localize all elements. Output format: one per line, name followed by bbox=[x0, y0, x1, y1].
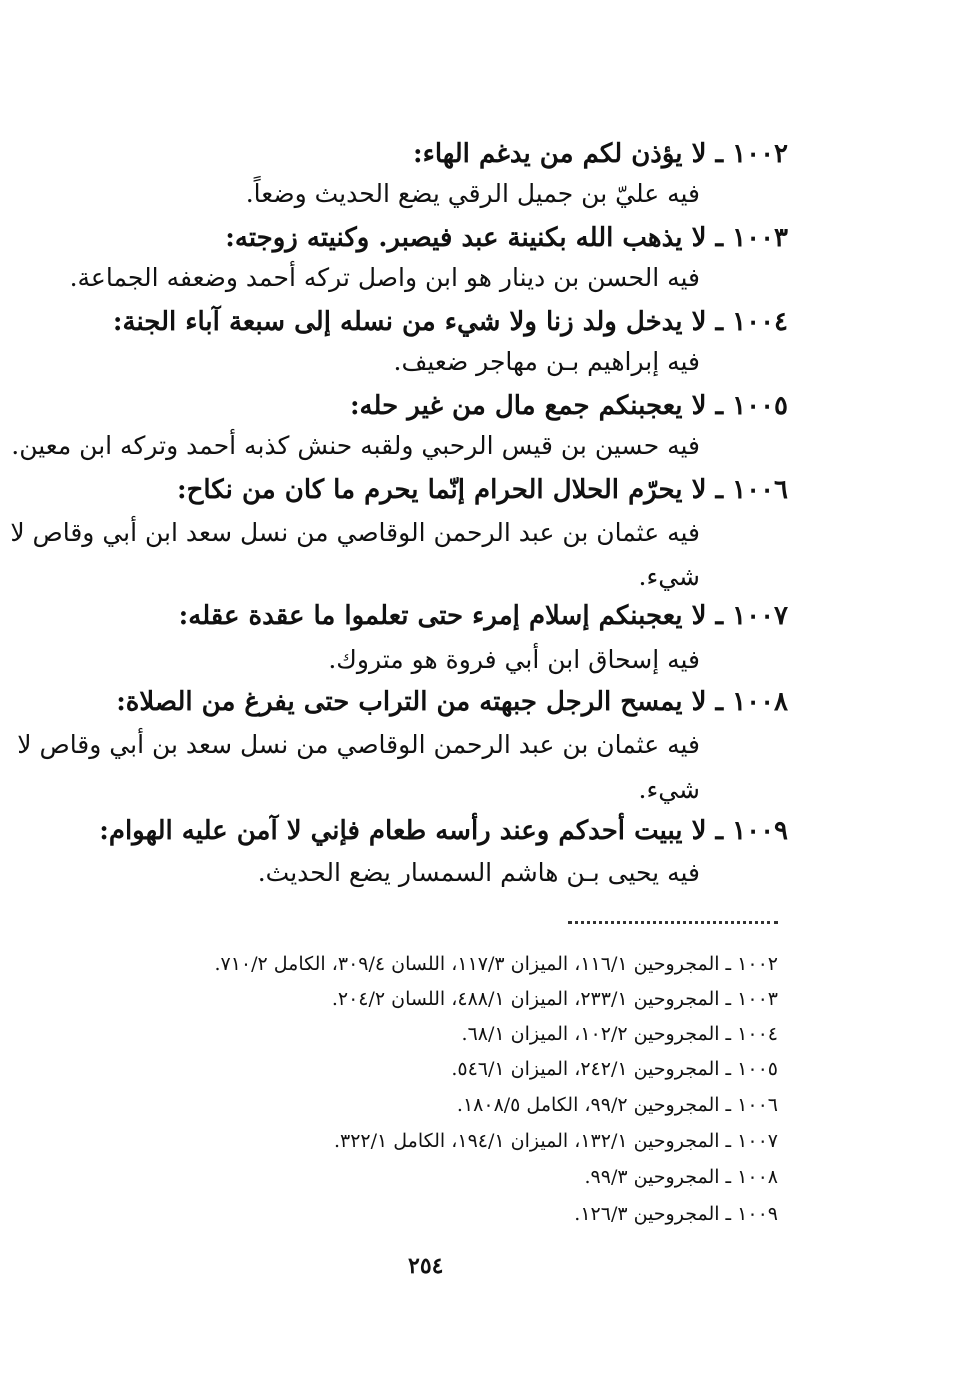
entry-note-1003: فيه الحسن بن دينار هو ابن واصل تركه أحمد وضعفه الجماعة. bbox=[69, 263, 700, 292]
entry-heading-1006: ١٠٠٦ ـ لا يحرّم الحلال الحرام إنّما يحرم ما كان من نكاح: bbox=[177, 475, 788, 505]
entry-heading-1009: ١٠٠٩ ـ لا يبيت أحدكم وعند رأسه طعام فإني لا آمن عليه الهوام: bbox=[99, 816, 788, 846]
entry-heading-1005: ١٠٠٥ ـ لا يعجبنكم جمع مال من غير حله: bbox=[349, 391, 788, 421]
entry-heading-1007: ١٠٠٧ ـ لا يعجبنكم إسلام إمرء حتى تعلموا ما عقدة عقله: bbox=[178, 601, 788, 631]
footnote-1003: ١٠٠٣ ـ المجروحين ٢٣٣/١، الميزان ٤٨٨/١، اللسان ٢٠٤/٢. bbox=[331, 988, 778, 1010]
entry-heading-1004: ١٠٠٤ ـ لا يدخل ولد زنا ولا شيء من نسله إلى سبعة آباء الجنة: bbox=[112, 307, 788, 337]
entry-note-1005: فيه حسين بن قيس الرحبي ولقبه حنش كذبه أحمد وتركه ابن معين. bbox=[11, 431, 700, 460]
entry-note-1009: فيه يحيى بـن هاشم السمسار يضع الحديث. bbox=[257, 858, 700, 887]
footnote-1004: ١٠٠٤ ـ المجروحين ١٠٢/٢، الميزان ٦٨/١. bbox=[461, 1023, 778, 1045]
footnote-1009: ١٠٠٩ ـ المجروحين ١٢٦/٣. bbox=[574, 1203, 778, 1225]
footnote-1005: ١٠٠٥ ـ المجروحين ٢٤٢/١، الميزان ٥٤٦/١. bbox=[451, 1058, 778, 1080]
footnote-1008: ١٠٠٨ ـ المجروحين ٩٩/٣. bbox=[584, 1166, 778, 1188]
entry-note-1006-cont: شيء. bbox=[638, 562, 700, 591]
entry-note-1002: فيه عليّ بن جميل الرقي يضع الحديث وضعاً. bbox=[245, 179, 700, 208]
page-number: ٢٥٤ bbox=[408, 1253, 444, 1279]
entry-note-1004: فيه إبراهيم بـن مهاجر ضعيف. bbox=[393, 347, 700, 376]
footnote-1007: ١٠٠٧ ـ المجروحين ١٣٢/١، الميزان ١٩٤/١، الكامل ٣٢٢/١. bbox=[333, 1130, 778, 1152]
entry-note-1006: فيه عثمان بن عبد الرحمن الوقاصي من نسل سعد ابن أبي وقاص لا bbox=[10, 518, 700, 547]
footnote-separator bbox=[568, 921, 778, 924]
entry-heading-1008: ١٠٠٨ ـ لا يمسح الرجل جبهته من التراب حتى يفرغ من الصلاة: bbox=[116, 687, 788, 717]
footnote-1002: ١٠٠٢ ـ المجروحين ١١٦/١، الميزان ١١٧/٣، اللسان ٣٠٩/٤، الكامل ٧١٠/٢. bbox=[214, 953, 778, 975]
entry-heading-1003: ١٠٠٣ ـ لا يذهب الله بكنينة عبد فيصبر. وكنيته زوجته: bbox=[225, 223, 788, 253]
footnote-1006: ١٠٠٦ ـ المجروحين ٩٩/٢، الكامل ١٨٠٨/٥. bbox=[456, 1094, 778, 1116]
entry-note-1008-cont: شيء. bbox=[638, 775, 700, 804]
entry-note-1007: فيه إسحاق ابن أبي فروة هو متروك. bbox=[328, 645, 700, 674]
entry-heading-1002: ١٠٠٢ ـ لا يؤذن لكم من يدغم الهاء: bbox=[413, 139, 788, 169]
entry-note-1008: فيه عثمان بن عبد الرحمن الوقاصي من نسل سعد بن أبي وقاص لا bbox=[17, 730, 700, 759]
